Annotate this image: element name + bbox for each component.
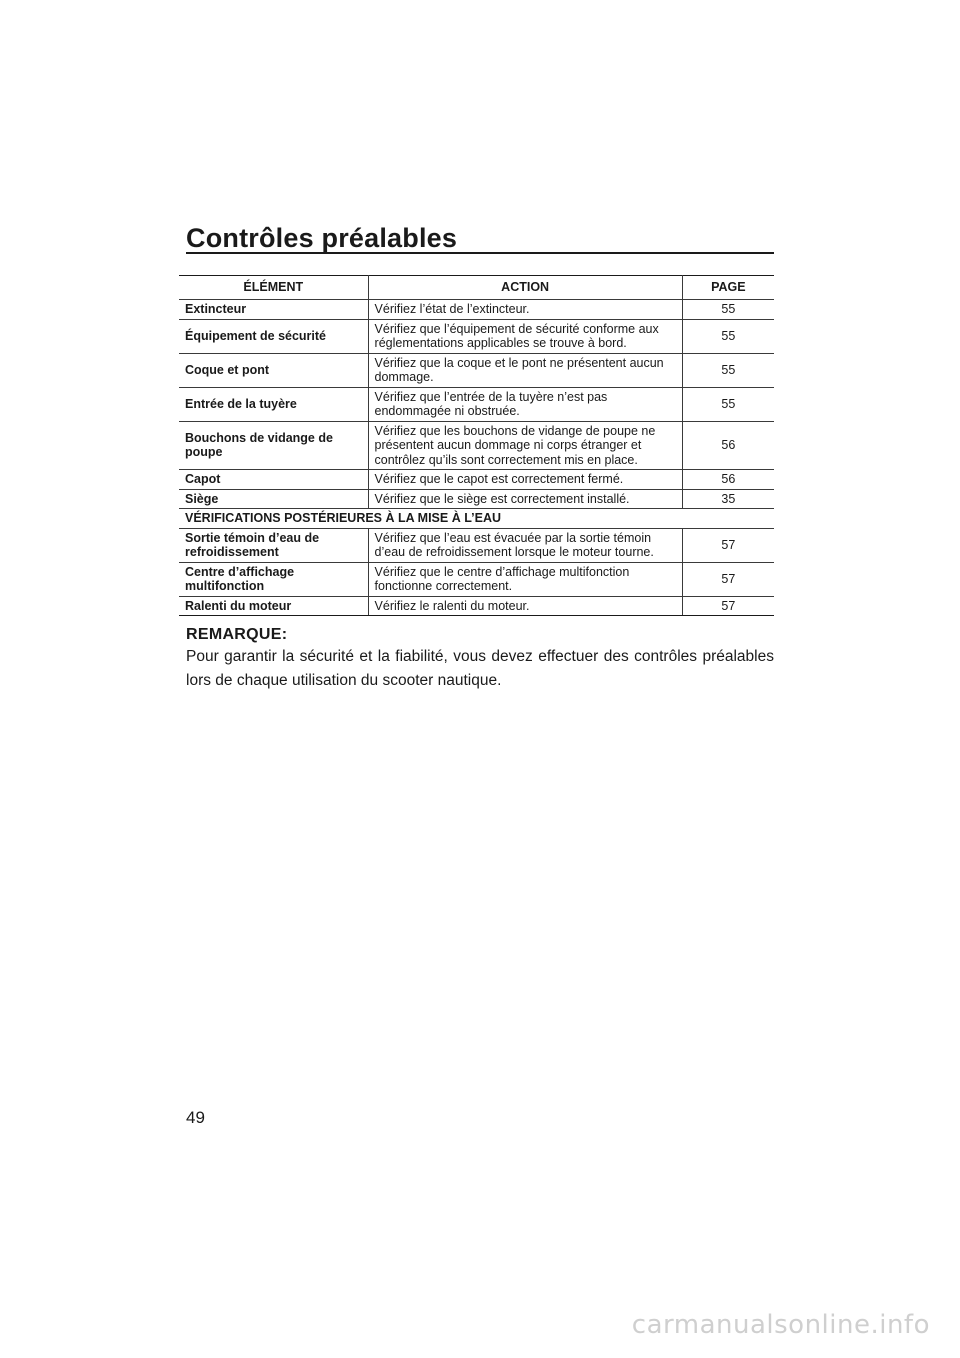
cell-item: Capot xyxy=(179,470,368,490)
cell-page: 35 xyxy=(682,489,774,509)
header-page: PAGE xyxy=(682,276,774,300)
cell-page: 55 xyxy=(682,353,774,387)
cell-item: Ralenti du moteur xyxy=(179,596,368,616)
table-row xyxy=(179,489,774,509)
cell-page: 56 xyxy=(682,470,774,490)
cell-page: 55 xyxy=(682,300,774,320)
cell-item: Entrée de la tuyère xyxy=(179,387,368,421)
cell-action: Vérifiez que les bouchons de vidange de poupe ne présentent aucun dommage ni corps étranger et contrôlez qu’ils sont correctement mis en place. xyxy=(368,421,682,470)
table-header-row xyxy=(179,276,774,300)
cell-item: Coque et pont xyxy=(179,353,368,387)
cell-action: Vérifiez que le centre d’affichage multifonction fonctionne correctement. xyxy=(368,562,682,596)
table-row xyxy=(179,353,774,387)
cell-item: Siège xyxy=(179,489,368,509)
table-row xyxy=(179,319,774,353)
table-row xyxy=(179,596,774,616)
cell-action: Vérifiez l’état de l’extincteur. xyxy=(368,300,682,320)
cell-action: Vérifiez que le capot est correctement fermé. xyxy=(368,470,682,490)
cell-item: Bouchons de vidange de poupe xyxy=(179,421,368,470)
note-body: Pour garantir la sécurité et la fiabilité, vous devez effectuer des contrôles préalables lors de chaque utilisation du scooter nautique. xyxy=(186,648,774,689)
table-section-row xyxy=(179,509,774,529)
pre-operation-checks-table xyxy=(179,275,774,616)
table-row xyxy=(179,470,774,490)
cell-action: Vérifiez le ralenti du moteur. xyxy=(368,596,682,616)
cell-action: Vérifiez que la coque et le pont ne présentent aucun dommage. xyxy=(368,353,682,387)
cell-page: 55 xyxy=(682,387,774,421)
cell-page: 56 xyxy=(682,421,774,470)
section-heading: VÉRIFICATIONS POSTÉRIEURES À LA MISE À L’EAU xyxy=(179,509,774,529)
table-row xyxy=(179,387,774,421)
cell-page: 55 xyxy=(682,319,774,353)
table-row xyxy=(179,528,774,562)
cell-page: 57 xyxy=(682,562,774,596)
cell-item: Centre d’affichage multifonction xyxy=(179,562,368,596)
note-heading: REMARQUE: xyxy=(186,626,288,643)
table-row xyxy=(179,421,774,470)
page-number: 49 xyxy=(186,1108,205,1127)
cell-item: Équipement de sécurité xyxy=(179,319,368,353)
title-divider xyxy=(186,252,774,254)
cell-item: Sortie témoin d’eau de refroidissement xyxy=(179,528,368,562)
cell-action: Vérifiez que le siège est correctement installé. xyxy=(368,489,682,509)
cell-page: 57 xyxy=(682,596,774,616)
table-row xyxy=(179,562,774,596)
cell-action: Vérifiez que l’équipement de sécurité conforme aux réglementations applicables se trouve à bord. xyxy=(368,319,682,353)
cell-item: Extincteur xyxy=(179,300,368,320)
watermark[interactable]: carmanualsonline.info xyxy=(631,1310,930,1340)
table-row xyxy=(179,300,774,320)
cell-action: Vérifiez que l’entrée de la tuyère n’est pas endommagée ni obstruée. xyxy=(368,387,682,421)
cell-action: Vérifiez que l’eau est évacuée par la sortie témoin d’eau de refroidissement lorsque le moteur tourne. xyxy=(368,528,682,562)
page-title: Contrôles préalables xyxy=(186,223,458,253)
header-item: ÉLÉMENT xyxy=(179,276,368,300)
cell-page: 57 xyxy=(682,528,774,562)
header-action: ACTION xyxy=(368,276,682,300)
